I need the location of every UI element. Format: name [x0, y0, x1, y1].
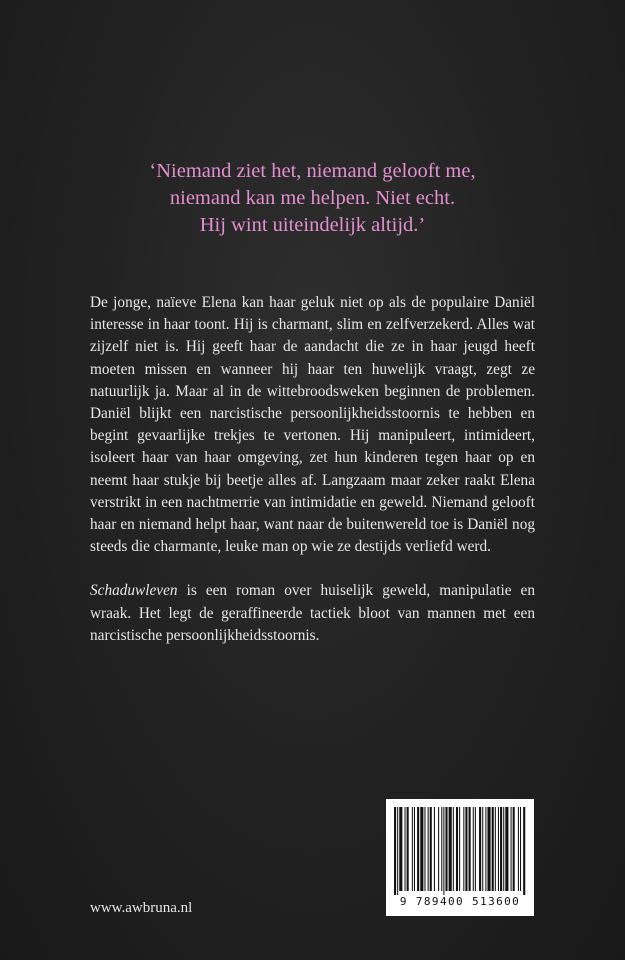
cover-quote: [0, 158, 625, 239]
book-title: Schaduwleven: [90, 582, 178, 600]
quote-line-3: Hij wint uiteindelijk altijd.’: [199, 214, 426, 236]
book-blurb: [90, 292, 535, 669]
quote-line-1: ‘Niemand ziet het, niemand gelooft me,: [149, 160, 476, 182]
blurb-paragraph-2: [90, 580, 535, 647]
quote-line-2: niemand kan me helpen. Niet echt.: [169, 187, 456, 209]
blurb-paragraph-1: De jonge, naïeve Elena kan haar geluk niet op als de populaire Daniël interesse in haar toont. Hij is charmant, slim en zelfverzekerd. Alles wat zijzelf niet is. Hij geeft haar de aandacht die ze in haar jeugd heeft moeten missen en wanneer hij haar ten huwelijk vraagt, zegt ze natuurlijk ja. Maar al in de wittebroodsweken beginnen de problemen. Daniël blijkt een narcistische persoonlijkheidsstoornis te hebben en begint gevaarlijke trekjes te vertonen. Hij manipuleert, intimideert, isoleert haar van haar omgeving, zet hun kinderen tegen haar op en neemt haar stukje bij beetje alles af. Langzaam maar zeker raakt Elena verstrikt in een nachtmerrie van intimidatie en geweld. Niemand gelooft haar en niemand helpt haar, want naar de buitenwereld toe is Daniël nog steeds die charmante, leuke man op wie ze destijds verliefd werd.: [90, 294, 535, 556]
isbn-number: 9 789400 513600: [399, 895, 521, 908]
isbn-barcode: [386, 799, 534, 916]
blurb-paragraph-2-text: is een roman over huiselijk geweld, manipulatie en wraak. Het legt de geraffineerde tactiek bloot van mannen met een narcistische persoonlijkheidsstoornis.: [90, 582, 535, 644]
publisher-website: www.awbruna.nl: [90, 900, 193, 916]
